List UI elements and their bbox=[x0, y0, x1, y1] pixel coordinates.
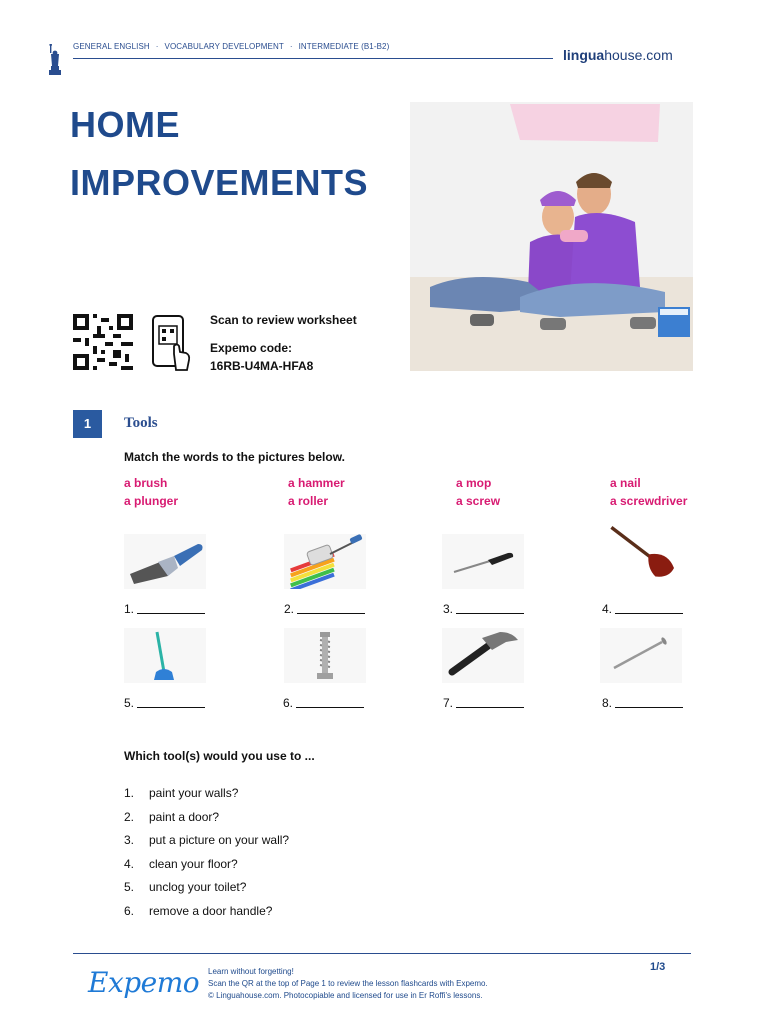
picture-number: 7. bbox=[443, 696, 454, 710]
header-divider bbox=[73, 58, 553, 59]
list-item bbox=[124, 833, 289, 857]
title-line: HOME bbox=[70, 104, 180, 145]
screw-icon bbox=[284, 628, 366, 683]
expemo-code: 16RB-U4MA-HFA8 bbox=[210, 359, 314, 373]
exercise-instruction: Match the words to the pictures below. bbox=[124, 450, 345, 464]
footer-line: Learn without forgetting! bbox=[208, 967, 294, 976]
expemo-code-label: Expemo code: bbox=[210, 341, 293, 355]
picture-number: 4. bbox=[602, 602, 613, 616]
picture-number: 8. bbox=[602, 696, 613, 710]
word-bank-item: a nail bbox=[610, 476, 641, 490]
question-text: paint your walls? bbox=[149, 786, 239, 800]
picture-number: 3. bbox=[443, 602, 454, 616]
question-number: 1. bbox=[124, 786, 135, 800]
footer-line: © Linguahouse.com. Photocopiable and licensed for use in Er Roffi's lessons. bbox=[208, 991, 483, 1000]
mop-icon bbox=[124, 628, 206, 683]
brand-bold: lingua bbox=[563, 47, 605, 63]
word-bank-item: a plunger bbox=[124, 494, 179, 508]
phone-scan-icon bbox=[150, 314, 192, 372]
answer-blank[interactable] bbox=[443, 696, 524, 710]
page-number: 1/3 bbox=[650, 961, 666, 973]
expemo-logo[interactable]: Expemo bbox=[88, 966, 200, 999]
brand-suffix: .com bbox=[642, 47, 673, 63]
breadcrumb-separator: · bbox=[289, 42, 293, 51]
word-bank-item: a hammer bbox=[288, 476, 345, 490]
scan-info bbox=[210, 312, 357, 382]
list-item bbox=[124, 880, 289, 904]
footer-divider bbox=[73, 953, 691, 954]
breadcrumb bbox=[73, 42, 389, 51]
question-text: remove a door handle? bbox=[149, 903, 273, 918]
question-number: 4. bbox=[124, 856, 135, 871]
question-text: clean your floor? bbox=[149, 856, 238, 871]
word-bank-item: a roller bbox=[288, 494, 329, 508]
question-number: 2. bbox=[124, 809, 135, 824]
list-item bbox=[124, 904, 289, 928]
picture-number: 1. bbox=[124, 602, 135, 616]
breadcrumb-item: VOCABULARY DEVELOPMENT bbox=[164, 42, 284, 51]
answer-blank[interactable] bbox=[443, 602, 524, 616]
list-item bbox=[124, 810, 289, 834]
breadcrumb-separator: · bbox=[155, 42, 159, 51]
page-title bbox=[70, 96, 368, 212]
question-text: put a picture on your wall? bbox=[149, 833, 290, 848]
footer-line: Scan the QR at the top of Page 1 to review the lesson flashcards with Expemo. bbox=[208, 979, 488, 988]
linguahouse-logo[interactable] bbox=[563, 47, 673, 63]
section-number-badge: 1 bbox=[73, 410, 102, 438]
screwdriver-icon bbox=[442, 534, 524, 589]
word-bank-item: a screwdriver bbox=[610, 494, 688, 508]
word-bank-item: a screw bbox=[456, 494, 501, 508]
nail-icon bbox=[600, 628, 682, 683]
answer-blank[interactable] bbox=[283, 696, 364, 710]
question-text: paint a door? bbox=[149, 809, 220, 824]
picture-number: 6. bbox=[283, 696, 294, 710]
title-line: IMPROVEMENTS bbox=[70, 162, 369, 203]
question-intro: Which tool(s) would you use to ... bbox=[124, 749, 315, 763]
question-text: unclog your toilet? bbox=[149, 880, 247, 895]
list-item bbox=[124, 786, 289, 810]
plunger-icon bbox=[600, 524, 682, 579]
breadcrumb-item: GENERAL ENGLISH bbox=[73, 42, 150, 51]
scan-text: Scan to review worksheet bbox=[210, 313, 357, 327]
word-bank-item: a mop bbox=[456, 476, 492, 490]
answer-blank[interactable] bbox=[124, 696, 205, 710]
question-number: 6. bbox=[124, 903, 135, 918]
couple-photo bbox=[410, 102, 693, 371]
list-item bbox=[124, 857, 289, 881]
answer-blank[interactable] bbox=[124, 602, 205, 616]
statue-of-liberty-icon bbox=[48, 44, 62, 76]
brand-light: house bbox=[604, 47, 643, 63]
qr-code[interactable] bbox=[73, 314, 133, 370]
answer-blank[interactable] bbox=[602, 696, 683, 710]
breadcrumb-item: INTERMEDIATE (B1-B2) bbox=[298, 42, 390, 51]
paintbrush-icon bbox=[124, 534, 206, 589]
question-number: 5. bbox=[124, 880, 135, 895]
answer-blank[interactable] bbox=[602, 602, 683, 616]
question-list bbox=[124, 786, 289, 928]
paint-roller-icon bbox=[284, 534, 366, 589]
answer-blank[interactable] bbox=[284, 602, 365, 616]
word-bank-item: a brush bbox=[124, 476, 168, 490]
picture-number: 5. bbox=[124, 696, 135, 710]
footer-text bbox=[208, 966, 488, 1002]
picture-number: 2. bbox=[284, 602, 295, 616]
hammer-icon bbox=[442, 628, 524, 683]
section-title: Tools bbox=[124, 415, 158, 431]
question-number: 3. bbox=[124, 833, 135, 848]
